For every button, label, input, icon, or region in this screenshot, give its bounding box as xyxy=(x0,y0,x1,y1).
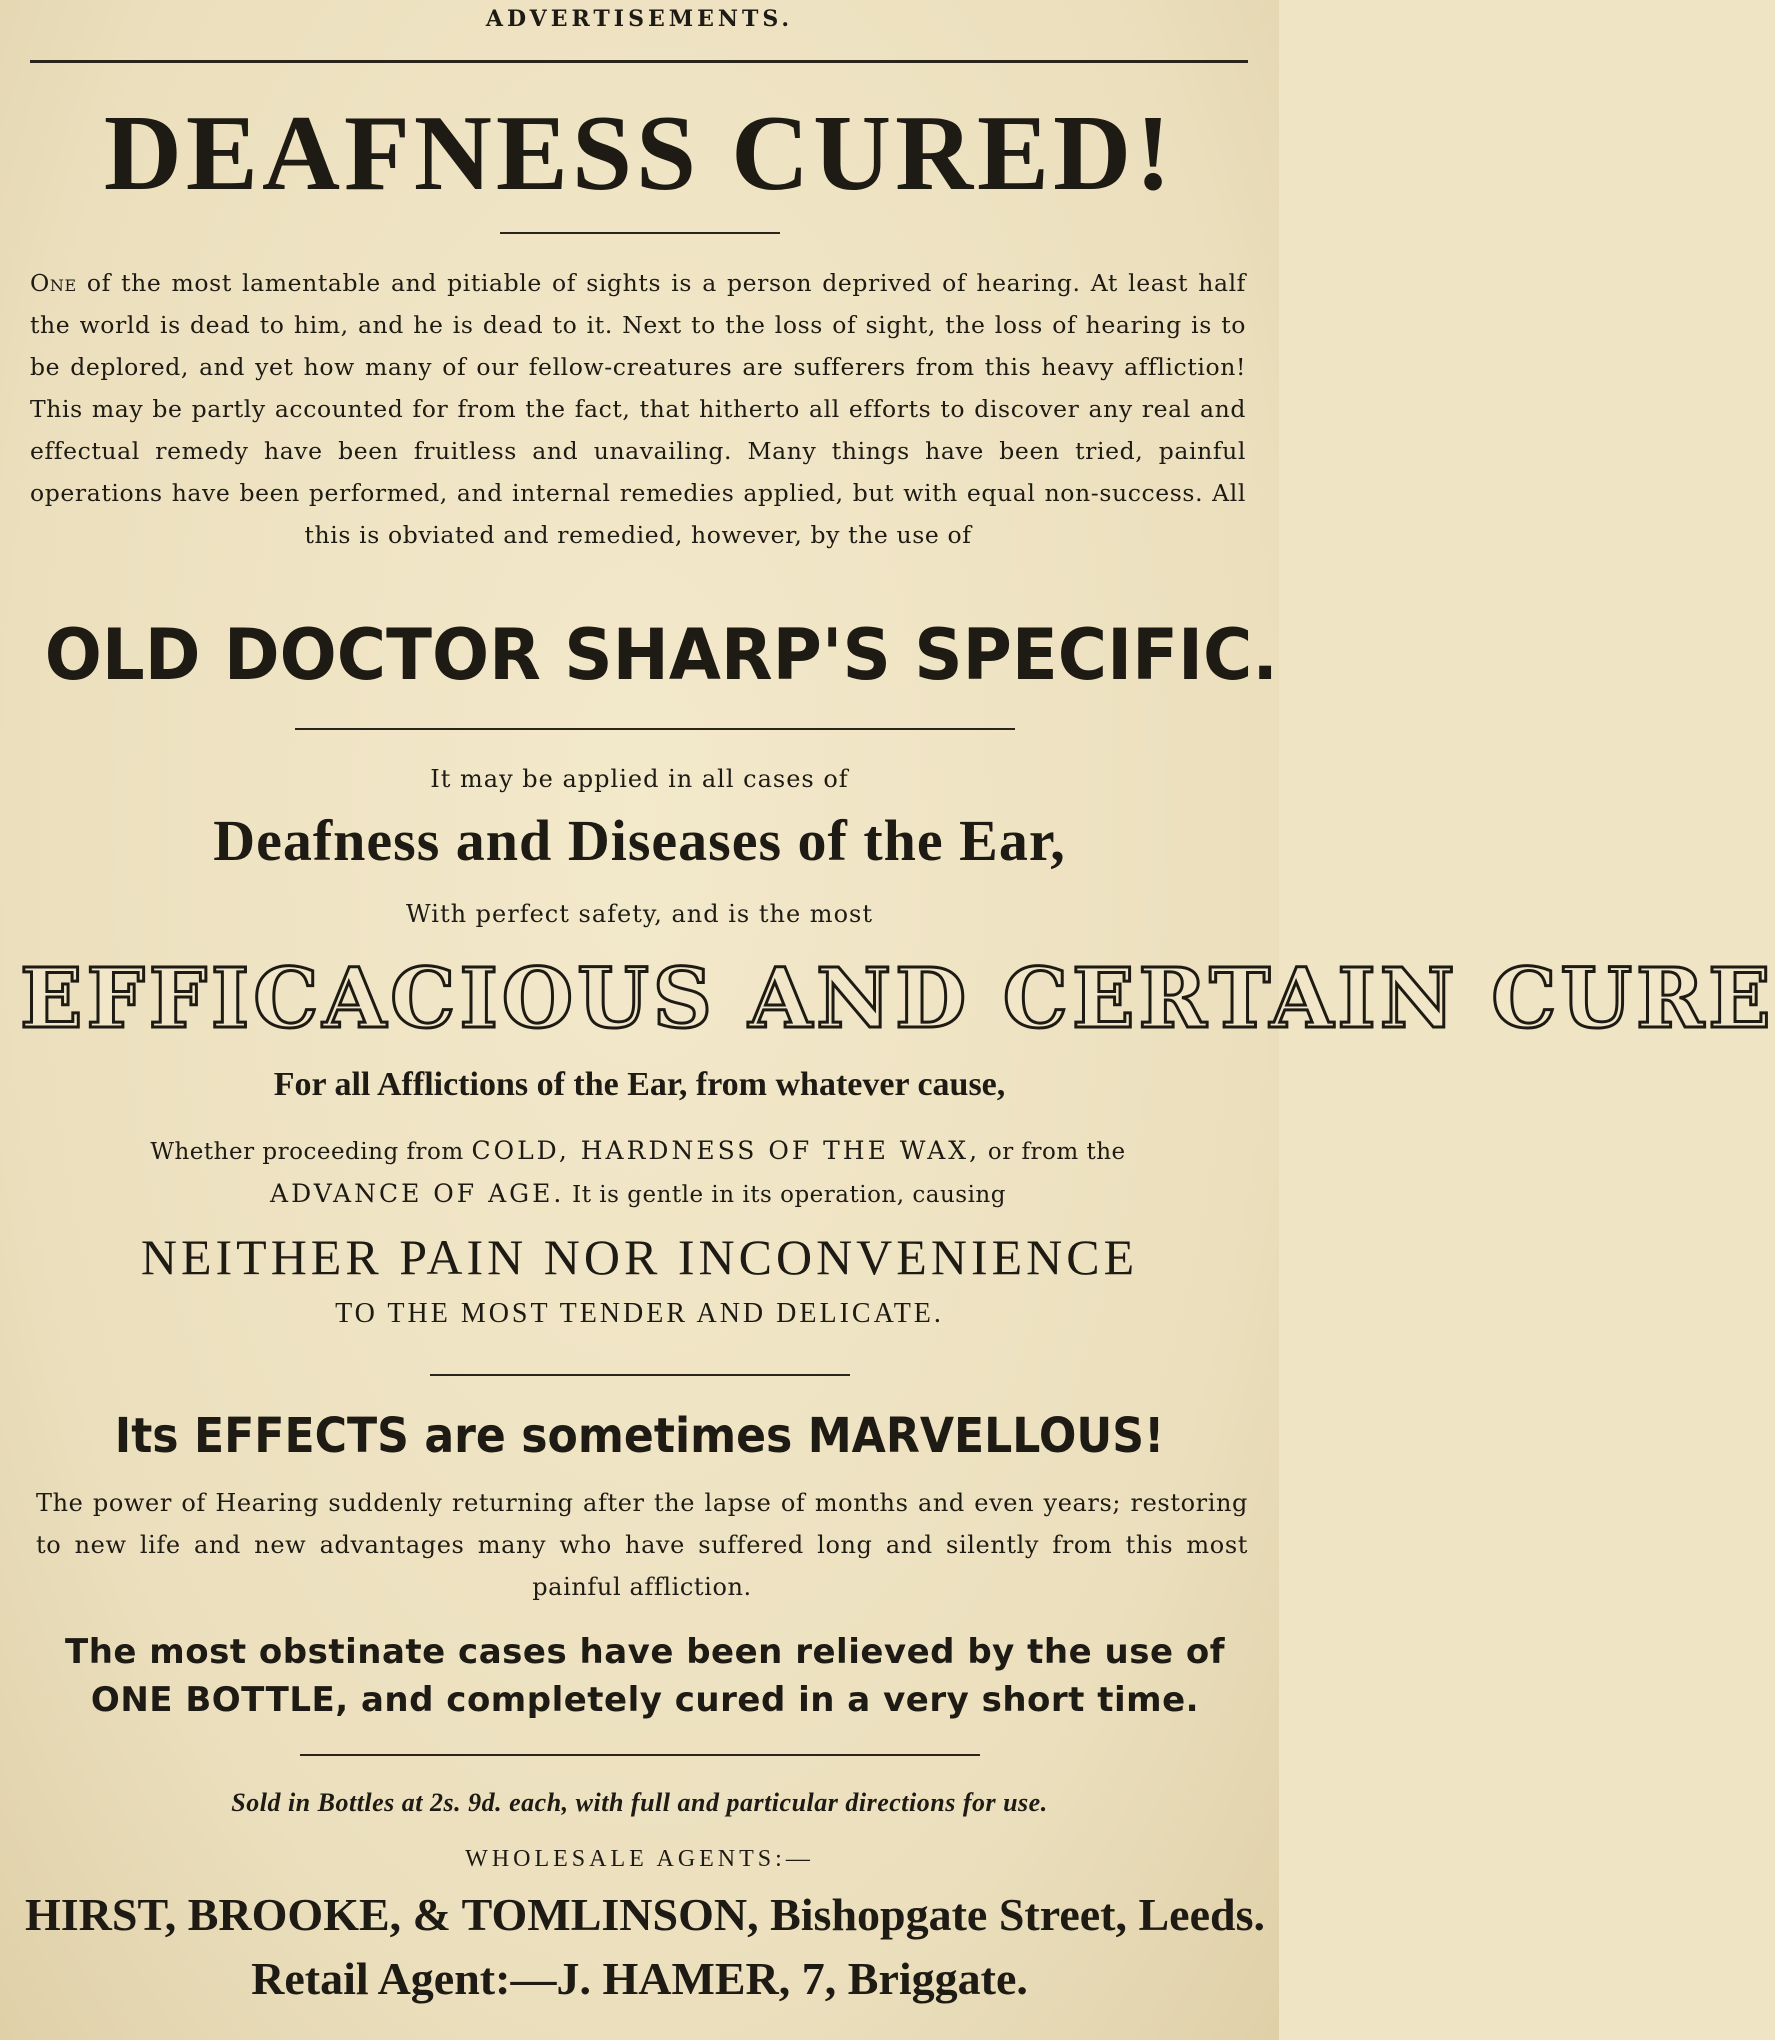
mid-rule xyxy=(430,1374,850,1376)
page-header: ADVERTISEMENTS. xyxy=(485,6,794,32)
whether-part2: or from the xyxy=(987,1139,1126,1165)
cure-heading: EFFICACIOUS AND CERTAIN CURE xyxy=(20,951,1775,1047)
neither-heading: NEITHER PAIN NOR INCONVENIENCE xyxy=(140,1229,1139,1285)
wholesale-label: WHOLESALE AGENTS:— xyxy=(465,1846,814,1872)
whether-part1: Whether proceeding from xyxy=(150,1139,464,1165)
headline-title: DEAFNESS CURED! xyxy=(103,94,1176,213)
applied-line: It may be applied in all cases of xyxy=(430,765,849,793)
effects-heading: Its EFFECTS are sometimes MARVELLOUS! xyxy=(114,1408,1165,1464)
whether-paragraph xyxy=(30,1130,1246,1216)
tender-line: TO THE MOST TENDER AND DELICATE. xyxy=(335,1298,944,1329)
diseases-heading: Deafness and Diseases of the Ear, xyxy=(213,808,1066,873)
wholesale-agents: HIRST, BROOKE, & TOMLINSON, Bishopgate Street, Leeds. xyxy=(24,1889,1265,1940)
intro-paragraph xyxy=(30,262,1246,556)
intro-lead: One xyxy=(30,269,77,297)
product-name: OLD DOCTOR SHARP'S SPECIFIC. xyxy=(44,614,1278,696)
product-rule xyxy=(295,728,1015,730)
whether-part3: It is gentle in its operation, causing xyxy=(572,1182,1006,1208)
afflictions-line: For all Afflictions of the Ear, from whatever cause, xyxy=(273,1066,1006,1103)
footer-rule xyxy=(300,1754,980,1756)
whether-caps1: COLD, HARDNESS OF THE WAX, xyxy=(471,1136,981,1165)
retail-agent: Retail Agent:—J. HAMER, 7, Briggate. xyxy=(251,1953,1028,2004)
sold-line: Sold in Bottles at 2s. 9d. each, with full and particular directions for use. xyxy=(231,1788,1048,1817)
whether-caps2: ADVANCE OF AGE. xyxy=(270,1179,565,1208)
power-paragraph: The power of Hearing suddenly returning after the lapse of months and even years; restoring to new life and new advantages many who have suffered long and silently from this most painful affliction. xyxy=(36,1489,1248,1601)
title-rule xyxy=(500,232,780,234)
intro-text: of the most lamentable and pitiable of sights is a person deprived of hearing. At least half the world is dead to him, and he is dead to it. Next to the loss of sight, the loss of hearing is to be deplored, and yet how many of our fellow-creatures are sufferers from this heavy affliction! This may be partly accounted for from the fact, that hitherto all efforts to discover any real and effectual remedy have been fruitless and unavailing. Many things have been tried, painful operations have been performed, and internal remedies applied, but with equal non-success. All this is obviated and remedied, however, by the use of xyxy=(30,269,1246,549)
safety-line: With perfect safety, and is the most xyxy=(406,900,873,928)
obstinate-paragraph: The most obstinate cases have been relieved by the use of ONE BOTTLE, and completely cured in a very short time. xyxy=(65,1632,1225,1720)
header-rule xyxy=(30,60,1248,63)
